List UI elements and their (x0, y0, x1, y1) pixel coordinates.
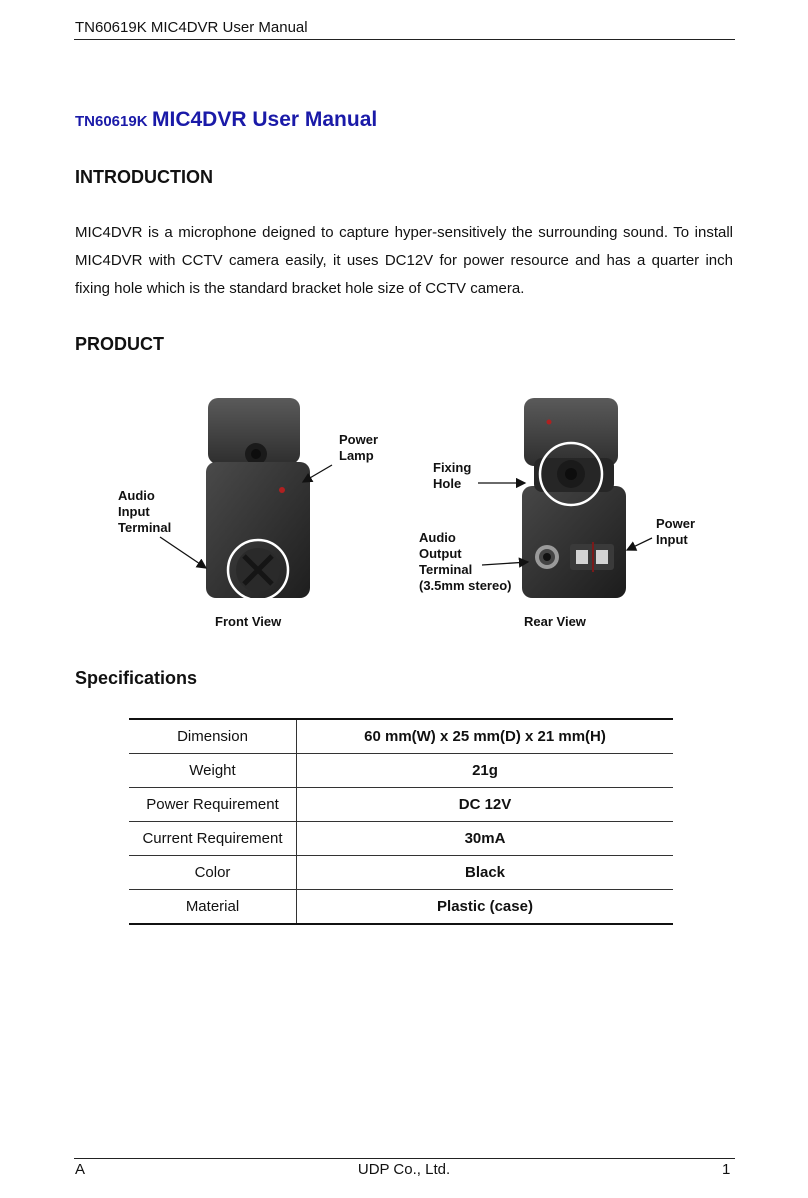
audio-input-label-line3: Terminal (118, 520, 172, 535)
power-lamp-label-line2: Lamp (339, 448, 374, 463)
power-input-arrow (627, 538, 652, 550)
title-name: MIC4DVR User Manual (152, 108, 378, 131)
audio-output-label-line3: Terminal (419, 562, 473, 577)
table-row (129, 754, 673, 788)
title-model-code: TN60619K (75, 113, 148, 130)
spec-value: 21g (297, 754, 674, 788)
audio-input-label-line2: Input (118, 504, 150, 519)
spec-value: 30mA (297, 822, 674, 856)
spec-label: Dimension (129, 719, 297, 754)
front-view-caption: Front View (215, 614, 282, 629)
spec-value: 60 mm(W) x 25 mm(D) x 21 mm(H) (364, 728, 606, 745)
page-number: 1 (722, 1161, 731, 1178)
spec-label: Color (129, 856, 297, 890)
table-row (129, 822, 673, 856)
power-input-label-line1: Power (656, 516, 696, 531)
audio-output-label-line2: Output (419, 546, 462, 561)
spec-value: Black (297, 856, 674, 890)
power-lamp-label-line1: Power (339, 432, 379, 447)
introduction-heading: INTRODUCTION (75, 167, 213, 187)
power-input-label-line2: Input (656, 532, 688, 547)
specifications-heading: Specifications (75, 668, 198, 688)
table-row (129, 719, 673, 754)
spec-value: DC 12V (297, 788, 674, 822)
spec-label: Weight (129, 754, 297, 788)
rear-view-caption: Rear View (524, 614, 586, 629)
product-heading: PRODUCT (75, 334, 164, 354)
spec-label: Material (129, 890, 297, 925)
footer-company: UDP Co., Ltd. (357, 1161, 451, 1178)
running-header: TN60619K MIC4DVR User Manual (75, 19, 308, 36)
specifications-table (129, 718, 673, 925)
fixing-hole-label-line2: Hole (433, 476, 462, 491)
footer-left: A (75, 1161, 86, 1178)
audio-output-label-line4: (3.5mm stereo) (419, 578, 512, 593)
footer-rule (74, 1158, 735, 1159)
spec-label: Current Requirement (129, 822, 297, 856)
audio-input-label-line1: Audio (118, 488, 155, 503)
audio-output-arrow (482, 562, 528, 565)
table-row (129, 890, 673, 925)
power-lamp-arrow (303, 465, 332, 482)
table-row (129, 856, 673, 890)
audio-output-label-line1: Audio (419, 530, 456, 545)
table-row (129, 788, 673, 822)
spec-value: Plastic (case) (297, 890, 674, 925)
introduction-paragraph: MIC4DVR is a microphone deigned to capture hyper-sensitively the surrounding sound. To install MIC4DVR with CCTV camera easily, it uses DC12V for power resource and has a quarter inch fixing hole which is the standard bracket hole size of CCTV camera. (75, 224, 733, 297)
fixing-hole-label-line1: Fixing (433, 460, 472, 475)
spec-label: Power Requirement (129, 788, 297, 822)
audio-input-arrow (160, 537, 206, 568)
